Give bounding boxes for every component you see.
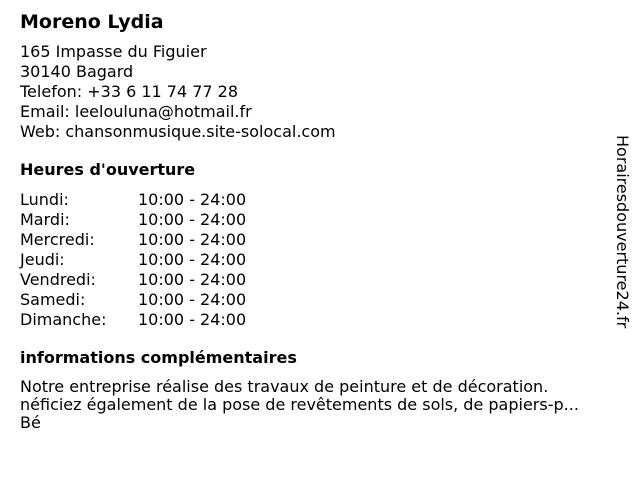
hours-row-sunday xyxy=(20,310,600,330)
time-value: 10:00 - 24:00 xyxy=(138,270,247,289)
business-card xyxy=(20,10,600,432)
day-label: Mercredi: xyxy=(20,230,95,249)
time-value: 10:00 - 24:00 xyxy=(138,250,247,269)
site-watermark: Horairesdouverture24.fr xyxy=(613,135,632,329)
hours-row-friday xyxy=(20,270,600,290)
day-label: Samedi: xyxy=(20,290,86,309)
hours-row-saturday xyxy=(20,290,600,310)
time-value: 10:00 - 24:00 xyxy=(138,190,247,209)
day-label: Mardi: xyxy=(20,210,70,229)
hours-table xyxy=(20,190,600,330)
city-address: 30140 Bagard xyxy=(20,62,134,81)
hours-row-wednesday xyxy=(20,230,600,250)
time-value: 10:00 - 24:00 xyxy=(138,230,247,249)
web-line: Web: chansonmusique.site-solocal.com xyxy=(20,122,336,141)
day-label: Vendredi: xyxy=(20,270,96,289)
description-line: Bé xyxy=(20,414,41,432)
time-value: 10:00 - 24:00 xyxy=(138,210,247,229)
hours-row-tuesday xyxy=(20,210,600,230)
hours-title: Heures d'ouverture xyxy=(20,160,196,179)
description-line: Notre entreprise réalise des travaux de peinture et de décoration. xyxy=(20,378,549,396)
email-line: Email: leelouluna@hotmail.fr xyxy=(20,102,252,121)
day-label: Lundi: xyxy=(20,190,69,209)
description-line: néficiez également de la pose de revêtements de sols, de papiers-p... xyxy=(20,396,579,414)
business-name: Moreno Lydia xyxy=(20,11,164,33)
time-value: 10:00 - 24:00 xyxy=(138,290,247,309)
info-description xyxy=(20,378,600,432)
time-value: 10:00 - 24:00 xyxy=(138,310,247,329)
hours-row-thursday xyxy=(20,250,600,270)
phone-line: Telefon: +33 6 11 74 77 28 xyxy=(20,82,239,101)
day-label: Jeudi: xyxy=(20,250,65,269)
hours-row-monday xyxy=(20,190,600,210)
street-address: 165 Impasse du Figuier xyxy=(20,42,207,61)
info-title: informations complémentaires xyxy=(20,348,297,367)
day-label: Dimanche: xyxy=(20,310,107,329)
